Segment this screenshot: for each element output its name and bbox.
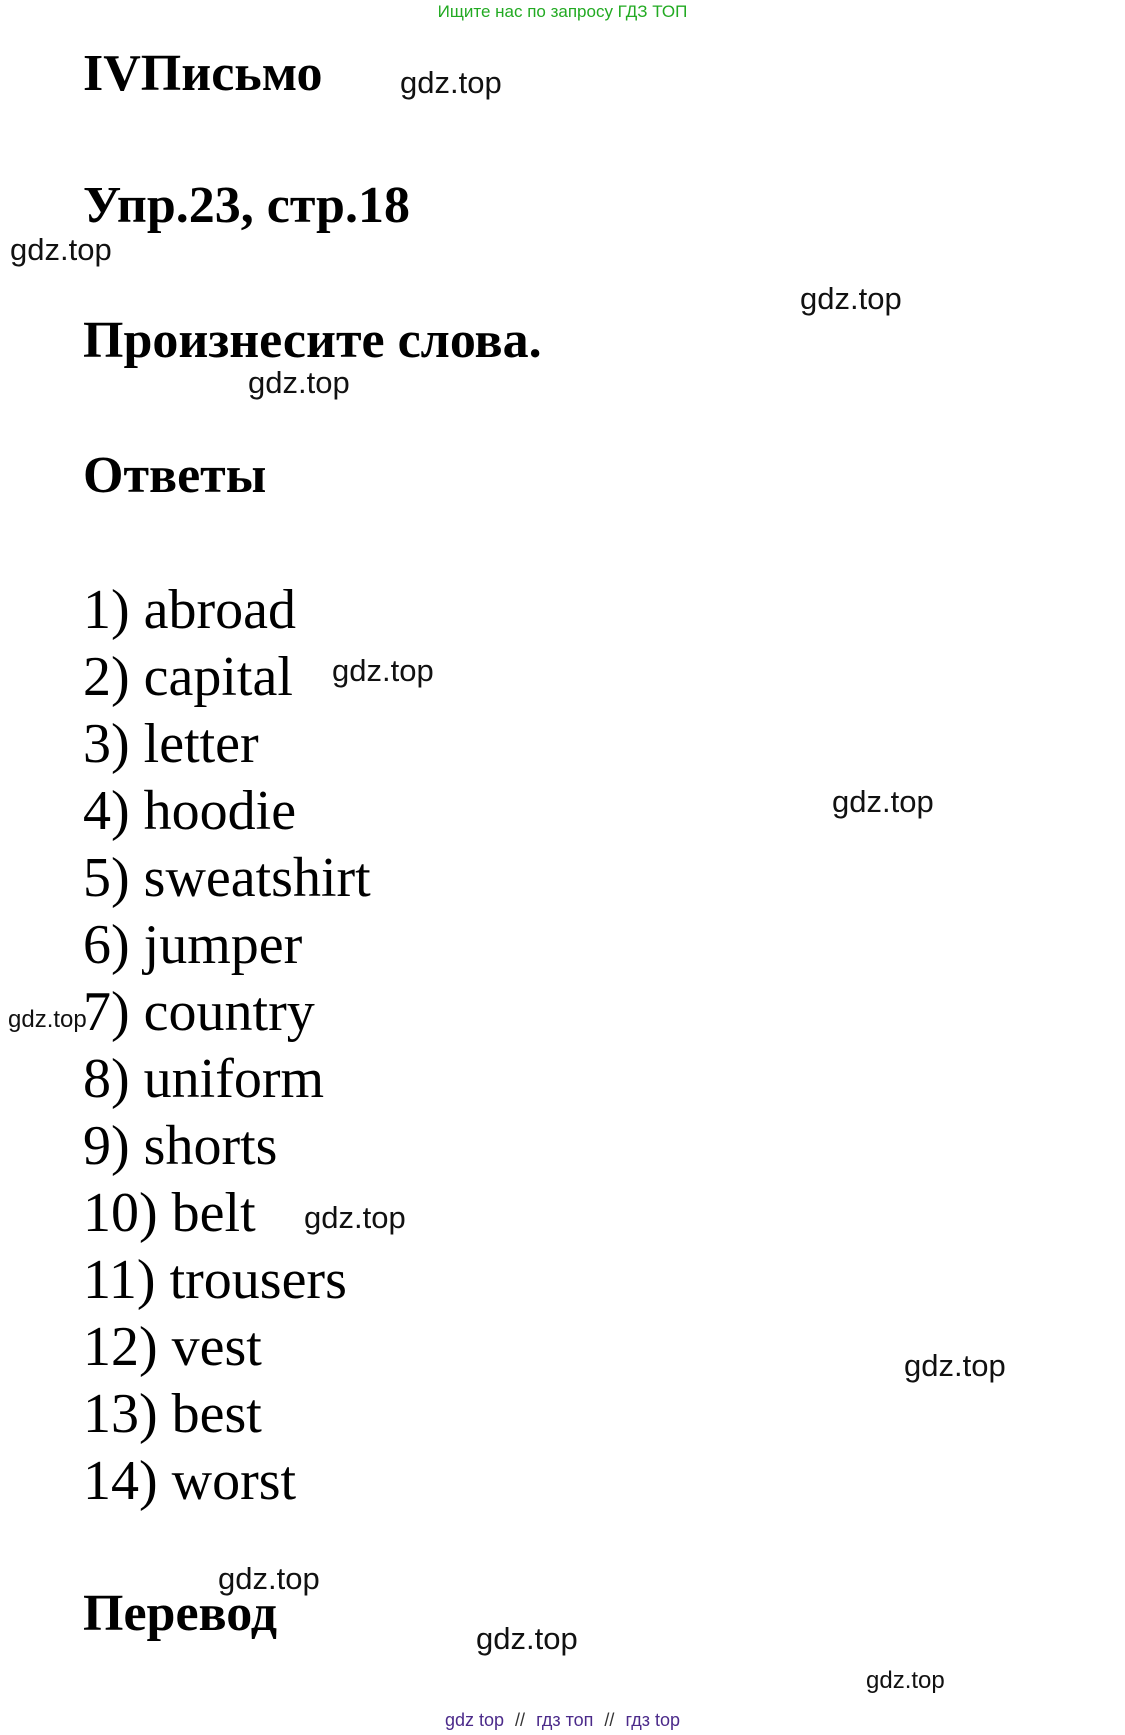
- watermark: gdz.top: [476, 1621, 578, 1656]
- watermark: gdz.top: [332, 653, 434, 688]
- answer-item: 7) country: [83, 981, 315, 1043]
- answer-item: 2) capital: [83, 646, 293, 708]
- watermark: gdz.top: [904, 1348, 1006, 1383]
- footer-link-gdz-top-mixed[interactable]: гдз top: [625, 1710, 680, 1730]
- top-banner[interactable]: Ищите нас по запросу ГДЗ ТОП: [437, 2, 688, 21]
- answers-list: [83, 577, 371, 1515]
- answer-item: 1) abroad: [83, 579, 297, 641]
- watermark: gdz.top: [832, 784, 934, 819]
- answer-item: 10) belt: [83, 1182, 256, 1244]
- answer-item: 6) jumper: [83, 914, 303, 976]
- footer-separator: //: [515, 1710, 526, 1730]
- section-heading: IVПисьмо: [83, 45, 323, 102]
- footer-separator: //: [604, 1710, 615, 1730]
- watermark: gdz.top: [304, 1200, 406, 1235]
- watermark: gdz.top: [218, 1561, 320, 1596]
- answer-item: 14) worst: [83, 1450, 297, 1512]
- task-heading: Произнесите слова.: [83, 312, 542, 369]
- watermark: gdz.top: [10, 232, 112, 267]
- exercise-heading: Упр.23, стр.18: [83, 177, 410, 234]
- answer-item: 11) trousers: [83, 1249, 347, 1311]
- footer-link-gdz-top[interactable]: gdz top: [444, 1710, 505, 1730]
- watermark: gdz.top: [800, 281, 902, 316]
- footer-link-gdz-top-ru[interactable]: гдз топ: [536, 1710, 594, 1730]
- watermark: gdz.top: [400, 65, 502, 100]
- answer-item: 5) sweatshirt: [83, 847, 371, 909]
- watermark: gdz.top: [8, 1006, 87, 1033]
- answer-item: 8) uniform: [83, 1048, 325, 1110]
- translation-heading: Перевод: [83, 1585, 278, 1642]
- footer-links: [0, 1710, 1125, 1731]
- answer-item: 9) shorts: [83, 1115, 278, 1177]
- watermark: gdz.top: [248, 365, 350, 400]
- answer-item: 3) letter: [83, 713, 259, 775]
- answer-item: 13) best: [83, 1383, 262, 1445]
- answers-heading: Ответы: [83, 447, 267, 504]
- watermark: gdz.top: [866, 1667, 945, 1694]
- answer-item: 12) vest: [83, 1316, 262, 1378]
- answer-item: 4) hoodie: [83, 780, 297, 842]
